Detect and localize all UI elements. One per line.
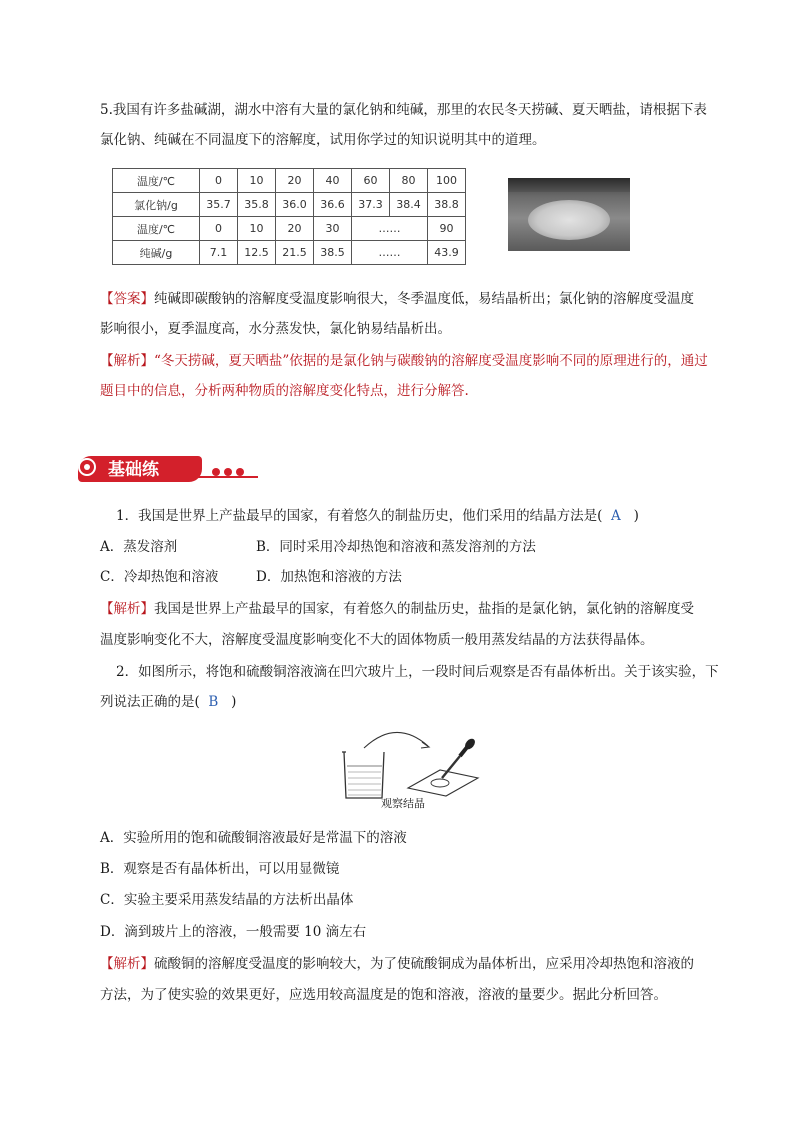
table-cell: 30	[314, 217, 352, 241]
q5-analysis-line2: 题目中的信息，分析两种物质的溶解度变化特点，进行分解答.	[100, 383, 469, 399]
table-cell: 纯碱/g	[113, 241, 200, 265]
table-cell: 80	[390, 169, 428, 193]
q1-stem	[116, 507, 639, 525]
dots-icon	[212, 464, 248, 480]
table-cell: 35.7	[200, 193, 238, 217]
table-row	[113, 217, 466, 241]
table-cell: 0	[200, 169, 238, 193]
crystallization-diagram	[336, 724, 486, 800]
q1-option-d: D．加热饱和溶液的方法	[256, 569, 402, 585]
table-cell: ……	[352, 241, 428, 265]
table-cell: 36.0	[276, 193, 314, 217]
solubility-table	[112, 168, 466, 265]
q2-stem-line1: 2．如图所示，将饱和硫酸铜溶液滴在凹穴玻片上，一段时间后观察是否有晶体析出。关于该实验，下	[116, 664, 719, 680]
table-cell: 35.8	[238, 193, 276, 217]
table-cell: 10	[238, 217, 276, 241]
table-cell: 0	[200, 217, 238, 241]
q5-stem-line2: 氯化钠、纯碱在不同温度下的溶解度，试用你学过的知识说明其中的道理。	[100, 132, 546, 148]
q5-answer-line2: 影响很小，夏季温度高，水分蒸发快，氯化钠易结晶析出。	[100, 321, 451, 337]
table-cell: 40	[314, 169, 352, 193]
table-cell: 38.4	[390, 193, 428, 217]
dropper-icon	[442, 737, 477, 778]
analysis-tag: 【解析】	[100, 353, 154, 369]
q5-analysis-line1	[100, 352, 708, 370]
answer-text: 纯碱即碳酸钠的溶解度受温度影响很大，冬季温度低，易结晶析出；氯化钠的溶解度受温度	[154, 291, 694, 307]
q1-answer: A	[610, 508, 621, 524]
table-cell: 100	[428, 169, 466, 193]
section-banner	[72, 452, 252, 486]
q2-answer: B	[208, 694, 219, 710]
table-cell: 36.6	[314, 193, 352, 217]
q1-close: )	[633, 508, 639, 524]
table-cell: ……	[352, 217, 428, 241]
q2-stem-line2	[100, 693, 236, 711]
figure-caption: 观察结晶	[381, 797, 425, 810]
table-cell: 10	[238, 169, 276, 193]
analysis-tag: 【解析】	[100, 601, 154, 617]
q1-analysis-line1	[100, 600, 694, 618]
table-row	[113, 241, 466, 265]
table-cell: 12.5	[238, 241, 276, 265]
q2-close: )	[231, 694, 237, 710]
table-cell: 37.3	[352, 193, 390, 217]
q2-stem-text: 列说法正确的是(	[100, 694, 200, 710]
table-cell: 21.5	[276, 241, 314, 265]
table-cell: 38.8	[428, 193, 466, 217]
analysis-tag: 【解析】	[100, 956, 154, 972]
analysis-text: 硫酸铜的溶解度受温度的影响较大，为了使硫酸铜成为晶体析出，应采用冷却热饱和溶液的	[154, 956, 694, 972]
beaker-icon	[342, 752, 384, 798]
salt-lake-photo	[508, 178, 630, 251]
arrow-icon	[364, 732, 428, 748]
q2-option-d: D．滴到玻片上的溶液，一般需要 10 滴左右	[100, 924, 367, 940]
table-cell: 温度/℃	[113, 217, 200, 241]
table-cell: 氯化钠/g	[113, 193, 200, 217]
table-row	[113, 169, 466, 193]
table-cell: 20	[276, 169, 314, 193]
table-cell: 温度/℃	[113, 169, 200, 193]
section-title: 基础练	[108, 460, 159, 480]
q1-option-c: C．冷却热饱和溶液	[100, 569, 219, 585]
q1-option-a: A．蒸发溶剂	[100, 539, 178, 555]
q2-analysis-line1	[100, 955, 694, 973]
table-row	[113, 193, 466, 217]
analysis-text: 我国是世界上产盐最早的国家，有着悠久的制盐历史，盐指的是氯化钠，氯化钠的溶解度受	[154, 601, 694, 617]
q5-stem-line1: 5.我国有许多盐碱湖，湖水中溶有大量的氯化钠和纯碱，那里的农民冬天捞碱、夏天晒盐，请根据下表	[100, 102, 707, 118]
answer-tag: 【答案】	[100, 291, 154, 307]
table-cell: 90	[428, 217, 466, 241]
analysis-text: “冬天捞碱，夏天晒盐”依据的是氯化钠与碳酸钠的溶解度受温度影响不同的原理进行的，通过	[154, 353, 708, 369]
q1-stem-text: 1．我国是世界上产盐最早的国家，有着悠久的制盐历史，他们采用的结晶方法是(	[116, 508, 603, 524]
table-cell: 20	[276, 217, 314, 241]
q2-option-a: A．实验所用的饱和硫酸铜溶液最好是常温下的溶液	[100, 830, 407, 846]
table-cell: 60	[352, 169, 390, 193]
table-cell: 7.1	[200, 241, 238, 265]
q1-analysis-line2: 温度影响变化不大，溶解度受温度影响变化不大的固体物质一般用蒸发结晶的方法获得晶体。	[100, 632, 654, 648]
table-cell: 38.5	[314, 241, 352, 265]
q2-analysis-line2: 方法，为了使实验的效果更好，应选用较高温度是的饱和溶液，溶液的量要少。据此分析回答。	[100, 987, 667, 1003]
q5-answer-line1	[100, 290, 694, 308]
q2-option-c: C．实验主要采用蒸发结晶的方法析出晶体	[100, 892, 354, 908]
q2-option-b: B．观察是否有晶体析出，可以用显微镜	[100, 861, 340, 877]
q1-option-b: B．同时采用冷却热饱和溶液和蒸发溶剂的方法	[256, 539, 536, 555]
table-cell: 43.9	[428, 241, 466, 265]
glass-slide-icon	[408, 770, 478, 796]
